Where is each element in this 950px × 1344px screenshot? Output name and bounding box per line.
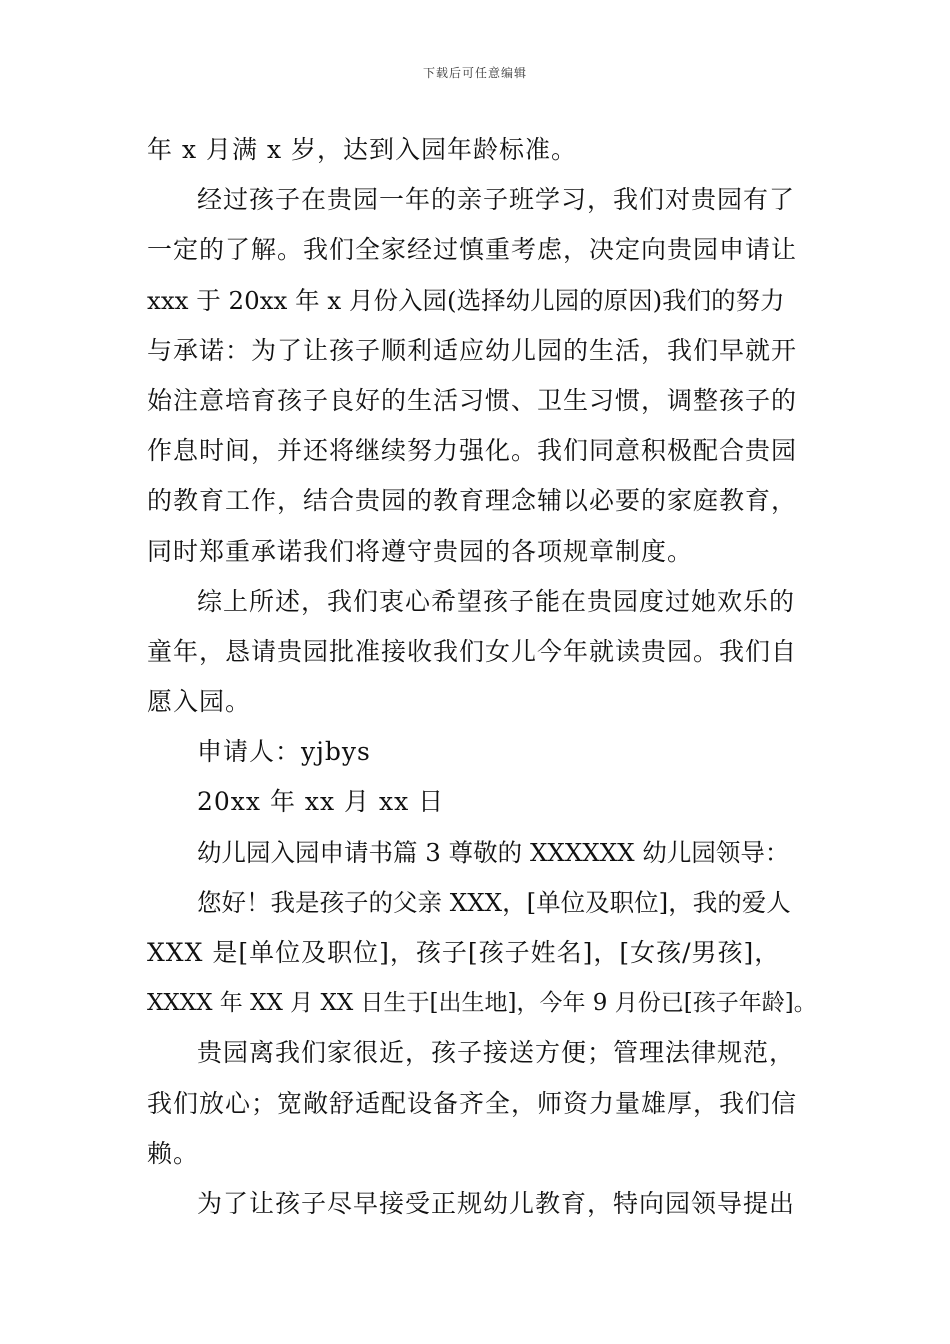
text-line: 愿入园。 <box>147 687 252 717</box>
text-line: 年 x 月满 x 岁，达到入园年龄标准。 <box>147 135 577 164</box>
text-line: 始注意培育孩子良好的生活习惯、卫生习惯，调整孩子的 <box>147 385 798 415</box>
text-line: 幼儿园入园申请书篇 3 尊敬的 XXXXXX 幼儿园领导： <box>197 837 790 867</box>
text-line: xxx 于 20xx 年 x 月份入园(选择幼儿园的原因)我们的努力 <box>147 285 785 315</box>
text-line: 综上所述，我们衷心希望孩子能在贵园度过她欢乐的 <box>197 586 796 616</box>
text-line: XXXX 年 XX 月 XX 日生于[出生地]，今年 9 月份已[孩子年龄]。 <box>147 990 817 1017</box>
text-line: 经过孩子在贵园一年的亲子班学习，我们对贵园有了 <box>197 185 796 215</box>
text-line: 您好！我是孩子的父亲 XXX，[单位及职位]，我的爱人 <box>197 887 791 917</box>
text-line: 贵园离我们家很近，孩子接送方便；管理法律规范， <box>197 1038 796 1068</box>
document-body <box>147 125 817 1229</box>
text-line: 为了让孩子尽早接受正规幼儿教育，特向园领导提出 <box>197 1188 796 1218</box>
text-line: 一定的了解。我们全家经过慎重考虑，决定向贵园申请让 <box>147 235 798 265</box>
text-line: 作息时间，并还将继续努力强化。我们同意积极配合贵园 <box>147 436 798 466</box>
text-line: 同时郑重承诺我们将遵守贵园的各项规章制度。 <box>147 536 694 566</box>
text-line: 赖。 <box>147 1138 200 1168</box>
text-line: 申请人：yjbys <box>197 737 371 767</box>
text-line: 童年，恳请贵园批准接收我们女儿今年就读贵园。我们自 <box>147 636 798 666</box>
text-line: 20xx 年 xx 月 xx 日 <box>197 787 445 817</box>
text-line: 的教育工作，结合贵园的教育理念辅以必要的家庭教育， <box>147 486 798 516</box>
text-line: 与承诺：为了让孩子顺利适应幼儿园的生活，我们早就开 <box>147 335 798 365</box>
page-header-note: 下载后可任意编辑 <box>422 66 527 80</box>
text-line: XXX 是[单位及职位]，孩子[孩子姓名]，[女孩/男孩]， <box>147 938 781 967</box>
text-line: 我们放心；宽敞舒适配设备齐全，师资力量雄厚，我们信 <box>147 1088 798 1118</box>
